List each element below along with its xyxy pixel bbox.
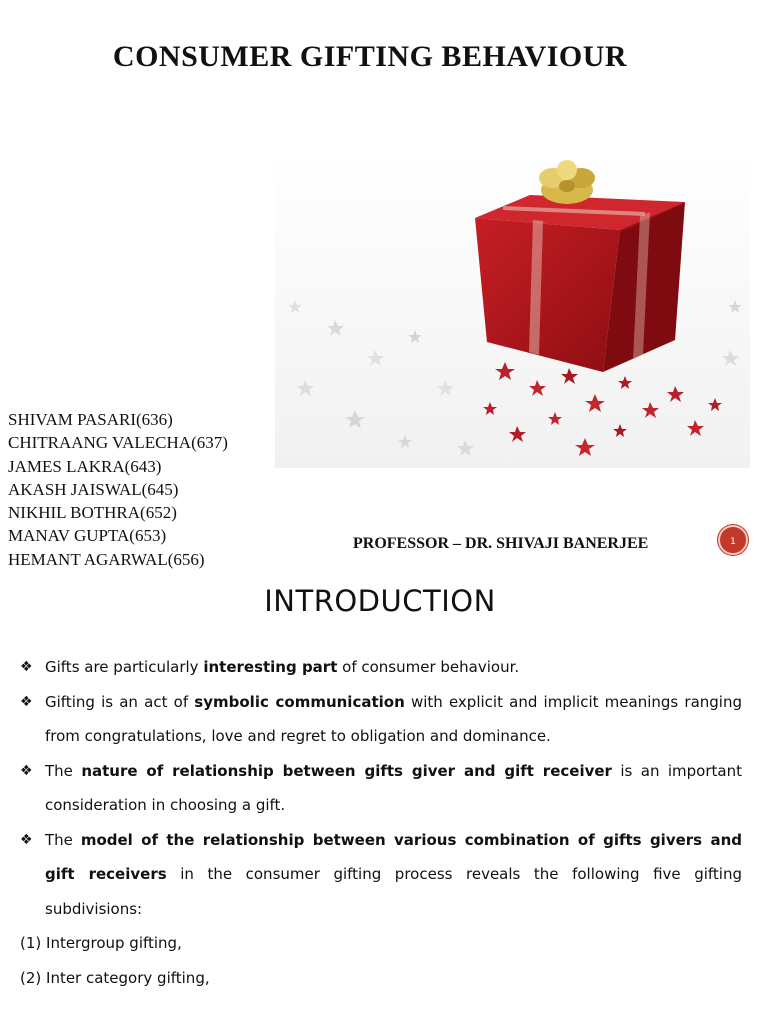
bullet-text: The [45, 830, 81, 849]
bullet-list [20, 650, 742, 995]
bullet-text: is an important consideration in choosing a gift. [45, 761, 742, 814]
bullet-bold-text: symbolic communication [194, 692, 405, 711]
member-name: HEMANT AGARWAL(656) [8, 549, 205, 569]
gift-box [475, 195, 685, 372]
member-name: CHITRAANG VALECHA(637) [8, 433, 228, 453]
bullet-text: with explicit and implicit meanings ranging from congratulations, love and regret to obligation and dominance. [45, 692, 743, 745]
diamond-bullet-icon: ❖ [20, 659, 33, 675]
diamond-bullet-icon: ❖ [20, 762, 33, 779]
diamond-bullet-icon: ❖ [20, 831, 33, 848]
bullet-text: Gifts are particularly [45, 658, 204, 676]
slide-2 [0, 580, 768, 1024]
professor-name: PROFESSOR – DR. SHIVAJI BANERJEE [353, 535, 649, 552]
bullet-item [20, 754, 742, 823]
member-name: NIKHIL BOTHRA(652) [8, 503, 177, 523]
bullet-item [20, 685, 742, 754]
bullet-text: of consumer behaviour. [337, 658, 520, 676]
diamond-bullet-icon: ❖ [20, 693, 33, 710]
member-name: MANAV GUPTA(653) [8, 526, 167, 546]
bullet-bold-text: model of the relationship between various combination of gifts givers and gift receivers [45, 830, 743, 883]
member-name: AKASH JAISWAL(645) [8, 479, 179, 499]
bullet-text: Gifting is an act of [45, 692, 195, 711]
bullet-bold-text: interesting part [203, 658, 338, 676]
subdivision-item: (2) Inter category gifting, [20, 968, 210, 987]
gift-box-image [275, 150, 750, 468]
bullet-item [20, 823, 742, 927]
slide-title: CONSUMER GIFTING BEHAVIOUR [112, 40, 628, 73]
subdivision-item: (1) Intergroup gifting, [20, 934, 182, 952]
bullet-item [20, 650, 742, 685]
team-members-list [8, 408, 228, 571]
slide-number-badge: 1 [718, 525, 748, 555]
bullet-bold-text: nature of relationship between gifts giver and gift receiver [81, 761, 612, 780]
member-name: SHIVAM PASARI(636) [8, 410, 173, 429]
bullet-text: in the consumer gifting process reveals the following five gifting subdivisions: [45, 865, 743, 918]
bullet-text: The [45, 761, 82, 780]
member-name: JAMES LAKRA(643) [8, 456, 162, 476]
introduction-title: INTRODUCTION [264, 584, 496, 618]
